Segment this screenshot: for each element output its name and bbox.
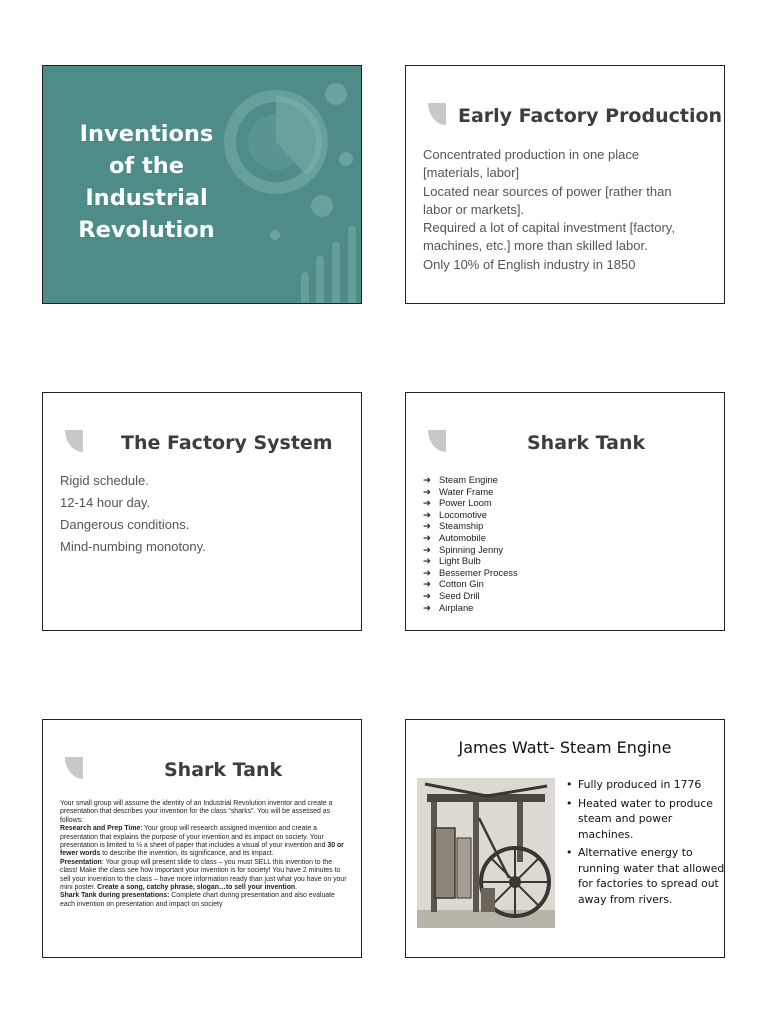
arrow-icon: ➔ (423, 531, 431, 543)
list-item-label: Light Bulb (439, 555, 481, 567)
slide-body (423, 146, 675, 274)
intro-text: Your small group will assume the identity of an Industrial Revolution inventor and create a presentation that describes your invention for the class “sharks”. You will be assessed as follows: (60, 800, 333, 824)
list-item-label: Steamship (439, 520, 484, 532)
arrow-icon: ➔ (423, 543, 431, 555)
list-item (423, 486, 518, 498)
slide-shark-tank-instructions (42, 719, 362, 958)
arrow-icon: ➔ (423, 520, 431, 532)
arrow-icon: ➔ (423, 497, 431, 509)
arrow-icon: ➔ (423, 508, 431, 520)
list-item-label: Alternative energy to running water that allowed for factories to spread out away from rivers. (578, 846, 725, 906)
body-line: labor or markets]. (423, 201, 525, 217)
list-item (423, 509, 518, 521)
list-item (423, 578, 518, 590)
list-item (566, 796, 725, 843)
word-limit: 30 or fewer words (60, 842, 344, 858)
body-line: Concentrated production in one place (423, 147, 640, 162)
list-item-label: Water Frame (439, 485, 494, 497)
slide-factory-system (42, 392, 362, 631)
instructions-text (60, 800, 350, 909)
arrow-icon: ➔ (423, 474, 431, 485)
fact-list (566, 777, 725, 910)
body-line: Rigid schedule. (60, 473, 149, 488)
slide-title (42, 65, 362, 304)
arrow-icon: ➔ (423, 485, 431, 497)
presentation-emphasis: Create a song, catchy phrase, slogan…to sell your invention (97, 884, 296, 892)
bullet-icon: • (566, 846, 573, 859)
list-item (566, 777, 725, 793)
presentation-end: . (295, 884, 298, 892)
arrow-icon: ➔ (423, 555, 431, 567)
bullet-icon: • (566, 778, 573, 791)
research-text-end: to describe the invention, its significance, and its impact. (100, 850, 274, 858)
slide-shark-tank-list (405, 392, 725, 631)
quarter-circle-icon (65, 757, 83, 779)
list-item (423, 544, 518, 556)
steam-engine-illustration (417, 778, 555, 928)
quarter-circle-icon (428, 103, 446, 125)
invention-list (423, 474, 518, 613)
during-text: Complete chart during presentation and also evaluate each invention on presentation and impact on society (60, 892, 335, 908)
during-label: Shark Tank during presentations: (60, 892, 170, 900)
title-line: Industrial (85, 185, 208, 211)
quarter-circle-icon (428, 430, 446, 452)
research-text: : Your group will research assigned invention and create a presentation that explains the purpose of your invention and its impact on society. Your presentation is limited to ½ a sheet of paper that includes a visual of your invention and (60, 825, 328, 850)
slide-heading: James Watt- Steam Engine (458, 738, 672, 757)
body-line: Only 10% of English industry in 1850 (423, 256, 636, 272)
slide-heading: Early Factory Production (458, 105, 723, 127)
list-item-label: Cotton Gin (439, 578, 484, 590)
slide-body (60, 470, 206, 558)
list-item (423, 532, 518, 544)
bullet-icon: • (566, 796, 573, 810)
body-line: Mind-numbing monotony. (60, 539, 206, 554)
list-item (423, 602, 518, 614)
list-item (566, 845, 725, 907)
title-line: Revolution (78, 217, 215, 243)
body-line: [materials, labor] (423, 165, 520, 181)
list-item-label: Locomotive (439, 508, 487, 520)
arrow-icon: ➔ (423, 566, 431, 578)
list-item (423, 520, 518, 532)
slide-james-watt (405, 719, 725, 958)
presentation-label: Presentation (60, 858, 102, 866)
list-item-label: Airplane (439, 601, 474, 613)
list-item (423, 497, 518, 509)
title-line: of the (108, 153, 185, 179)
list-item-label: Fully produced in 1776 (578, 778, 702, 791)
body-line: Located near sources of power [rather than (423, 183, 672, 199)
list-item-label: Power Loom (439, 497, 492, 509)
list-item-label: Automobile (439, 531, 486, 543)
steam-engine-image (417, 778, 555, 928)
list-item-label: Bessemer Process (439, 566, 518, 578)
slide-heading: Shark Tank (164, 759, 283, 781)
presentation-title (59, 118, 234, 246)
list-item-label: Seed Drill (439, 589, 480, 601)
list-item (423, 474, 518, 486)
arrow-icon: ➔ (423, 589, 431, 601)
body-line: 12-14 hour day. (60, 495, 151, 510)
quarter-circle-icon (65, 430, 83, 452)
arrow-icon: ➔ (423, 601, 431, 613)
body-line: Dangerous conditions. (60, 517, 190, 532)
presentation-text: : Your group will present slide to class – you must SELL this invention to the class! Make the class see how important your invention is for society! You have 2 minutes to sell your invention to the class – have more information ready than just what you have on your mini poster. (60, 858, 347, 892)
slide-heading: The Factory System (121, 432, 333, 454)
list-item (423, 555, 518, 567)
title-line: Inventions (79, 121, 214, 147)
body-line: machines, etc.] more than skilled labor. (423, 238, 648, 254)
list-item (423, 567, 518, 579)
list-item-label: Heated water to produce steam and power machines. (578, 796, 713, 841)
list-item-label: Steam Engine (439, 474, 498, 485)
arrow-icon: ➔ (423, 578, 431, 590)
slide-heading: Shark Tank (527, 432, 646, 454)
body-line: Required a lot of capital investment [factory, (423, 220, 675, 236)
list-item (423, 590, 518, 602)
list-item-label: Spinning Jenny (439, 543, 504, 555)
slide-early-factory-production (405, 65, 725, 304)
research-label: Research and Prep Time (60, 825, 141, 833)
